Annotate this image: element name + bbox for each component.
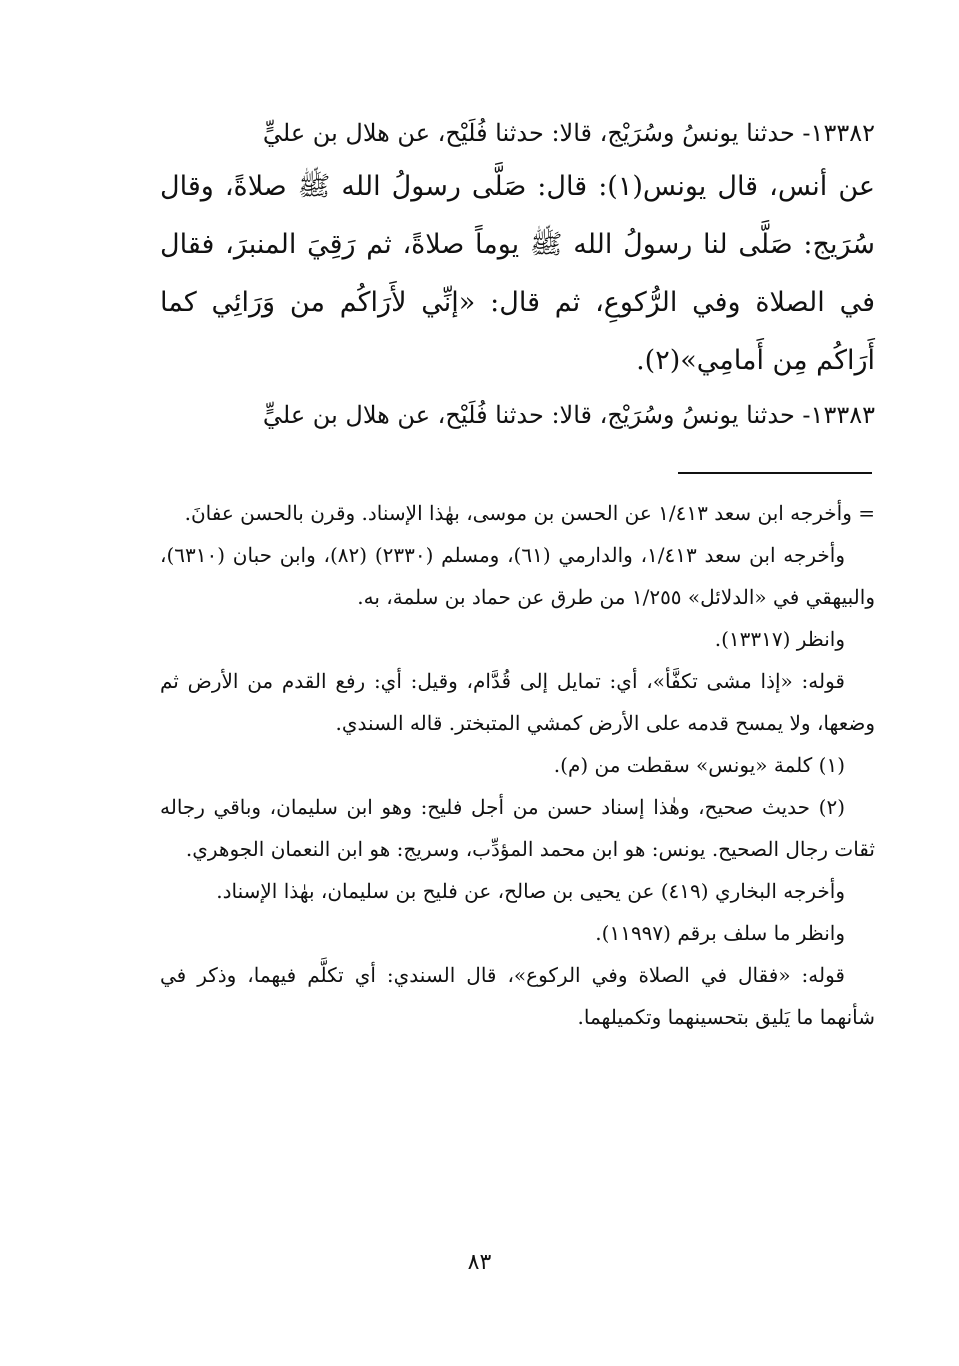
hadith-13382-heading: ١٣٣٨٢- حدثنا يونسُ وسُرَيْج، قالا: حدثنا فُلَيْح، عن هلال بن عليٍّ	[262, 119, 875, 147]
footnote-2: (٢) حديث صحيح، وهٰذا إسناد حسن من أجل فليح: وهو ابن سليمان، وباقي رجاله ثقات رجال الصحيح. يونس: هو ابن محمد المؤدِّب، وسريج: هو ابن النعمان الجوهري.	[160, 795, 875, 861]
footnote-paragraph: قوله: «فقال في الصلاة وفي الركوع»، قال السندي: أي تكلَّم فيهما، وذكر في شأنهما ما يَليق بتحسينهما وتكميلهما.	[160, 963, 875, 1029]
hadith-13382-body: عن أنس، قال يونس(١): قال: صَلَّى رسولُ الله ﷺ صلاةً، وقال سُرَيج: صَلَّى لنا رسولُ الله ﷺ يوماً صلاةً، ثم رَقِيَ المنبرَ، فقال في الصلاة وفي الرُّكوعِ، ثم قال: «إنِّي لأَرَاكُم من وَرَائِي كما أَرَاكُم مِن أَمامِي»(٢).	[160, 171, 875, 376]
footnote-paragraph: وأخرجه البخاري (٤١٩) عن يحيى بن صالح، عن فليح بن سليمان، بهٰذا الإسناد.	[216, 879, 845, 903]
footnote-paragraph: وأخرجه ابن سعد ١/٤١٣، والدارمي (٦١)، ومسلم (٢٣٣٠) (٨٢)، وابن حبان (٦٣١٠)، والبيهقي في «الدلائل» ١/٢٥٥ من طرق عن حماد بن سلمة، به.	[160, 543, 875, 609]
footnote-separator	[678, 472, 872, 474]
footnote-paragraph: قوله: «إذا مشى تكفَّأ»، أي: تمايل إلى قُدَّام، وقيل: أي: رفع القدم من الأرض ثم وضعها، ولا يمسح قدمه على الأرض كمشي المتبختر. قاله السندي.	[160, 669, 875, 735]
hadith-13383-heading: ١٣٣٨٣- حدثنا يونسُ وسُرَيْج، قالا: حدثنا فُلَيْح، عن هلال بن عليٍّ	[262, 401, 875, 429]
main-text	[160, 108, 875, 440]
page-number: ٨٣	[467, 1250, 492, 1275]
footnote-continuation: = وأخرجه ابن سعد ١/٤١٣ عن الحسن بن موسى، بهٰذا الإسناد. وقرن بالحسن عفانَ.	[184, 501, 875, 525]
footnote-1: (١) كلمة «يونس» سقطت من (م).	[553, 753, 845, 777]
footnote-paragraph: وانظر (١٣٣١٧).	[714, 627, 845, 651]
footnote-paragraph: وانظر ما سلف برقم (١١٩٩٧).	[595, 921, 845, 945]
footnotes	[160, 492, 875, 1038]
